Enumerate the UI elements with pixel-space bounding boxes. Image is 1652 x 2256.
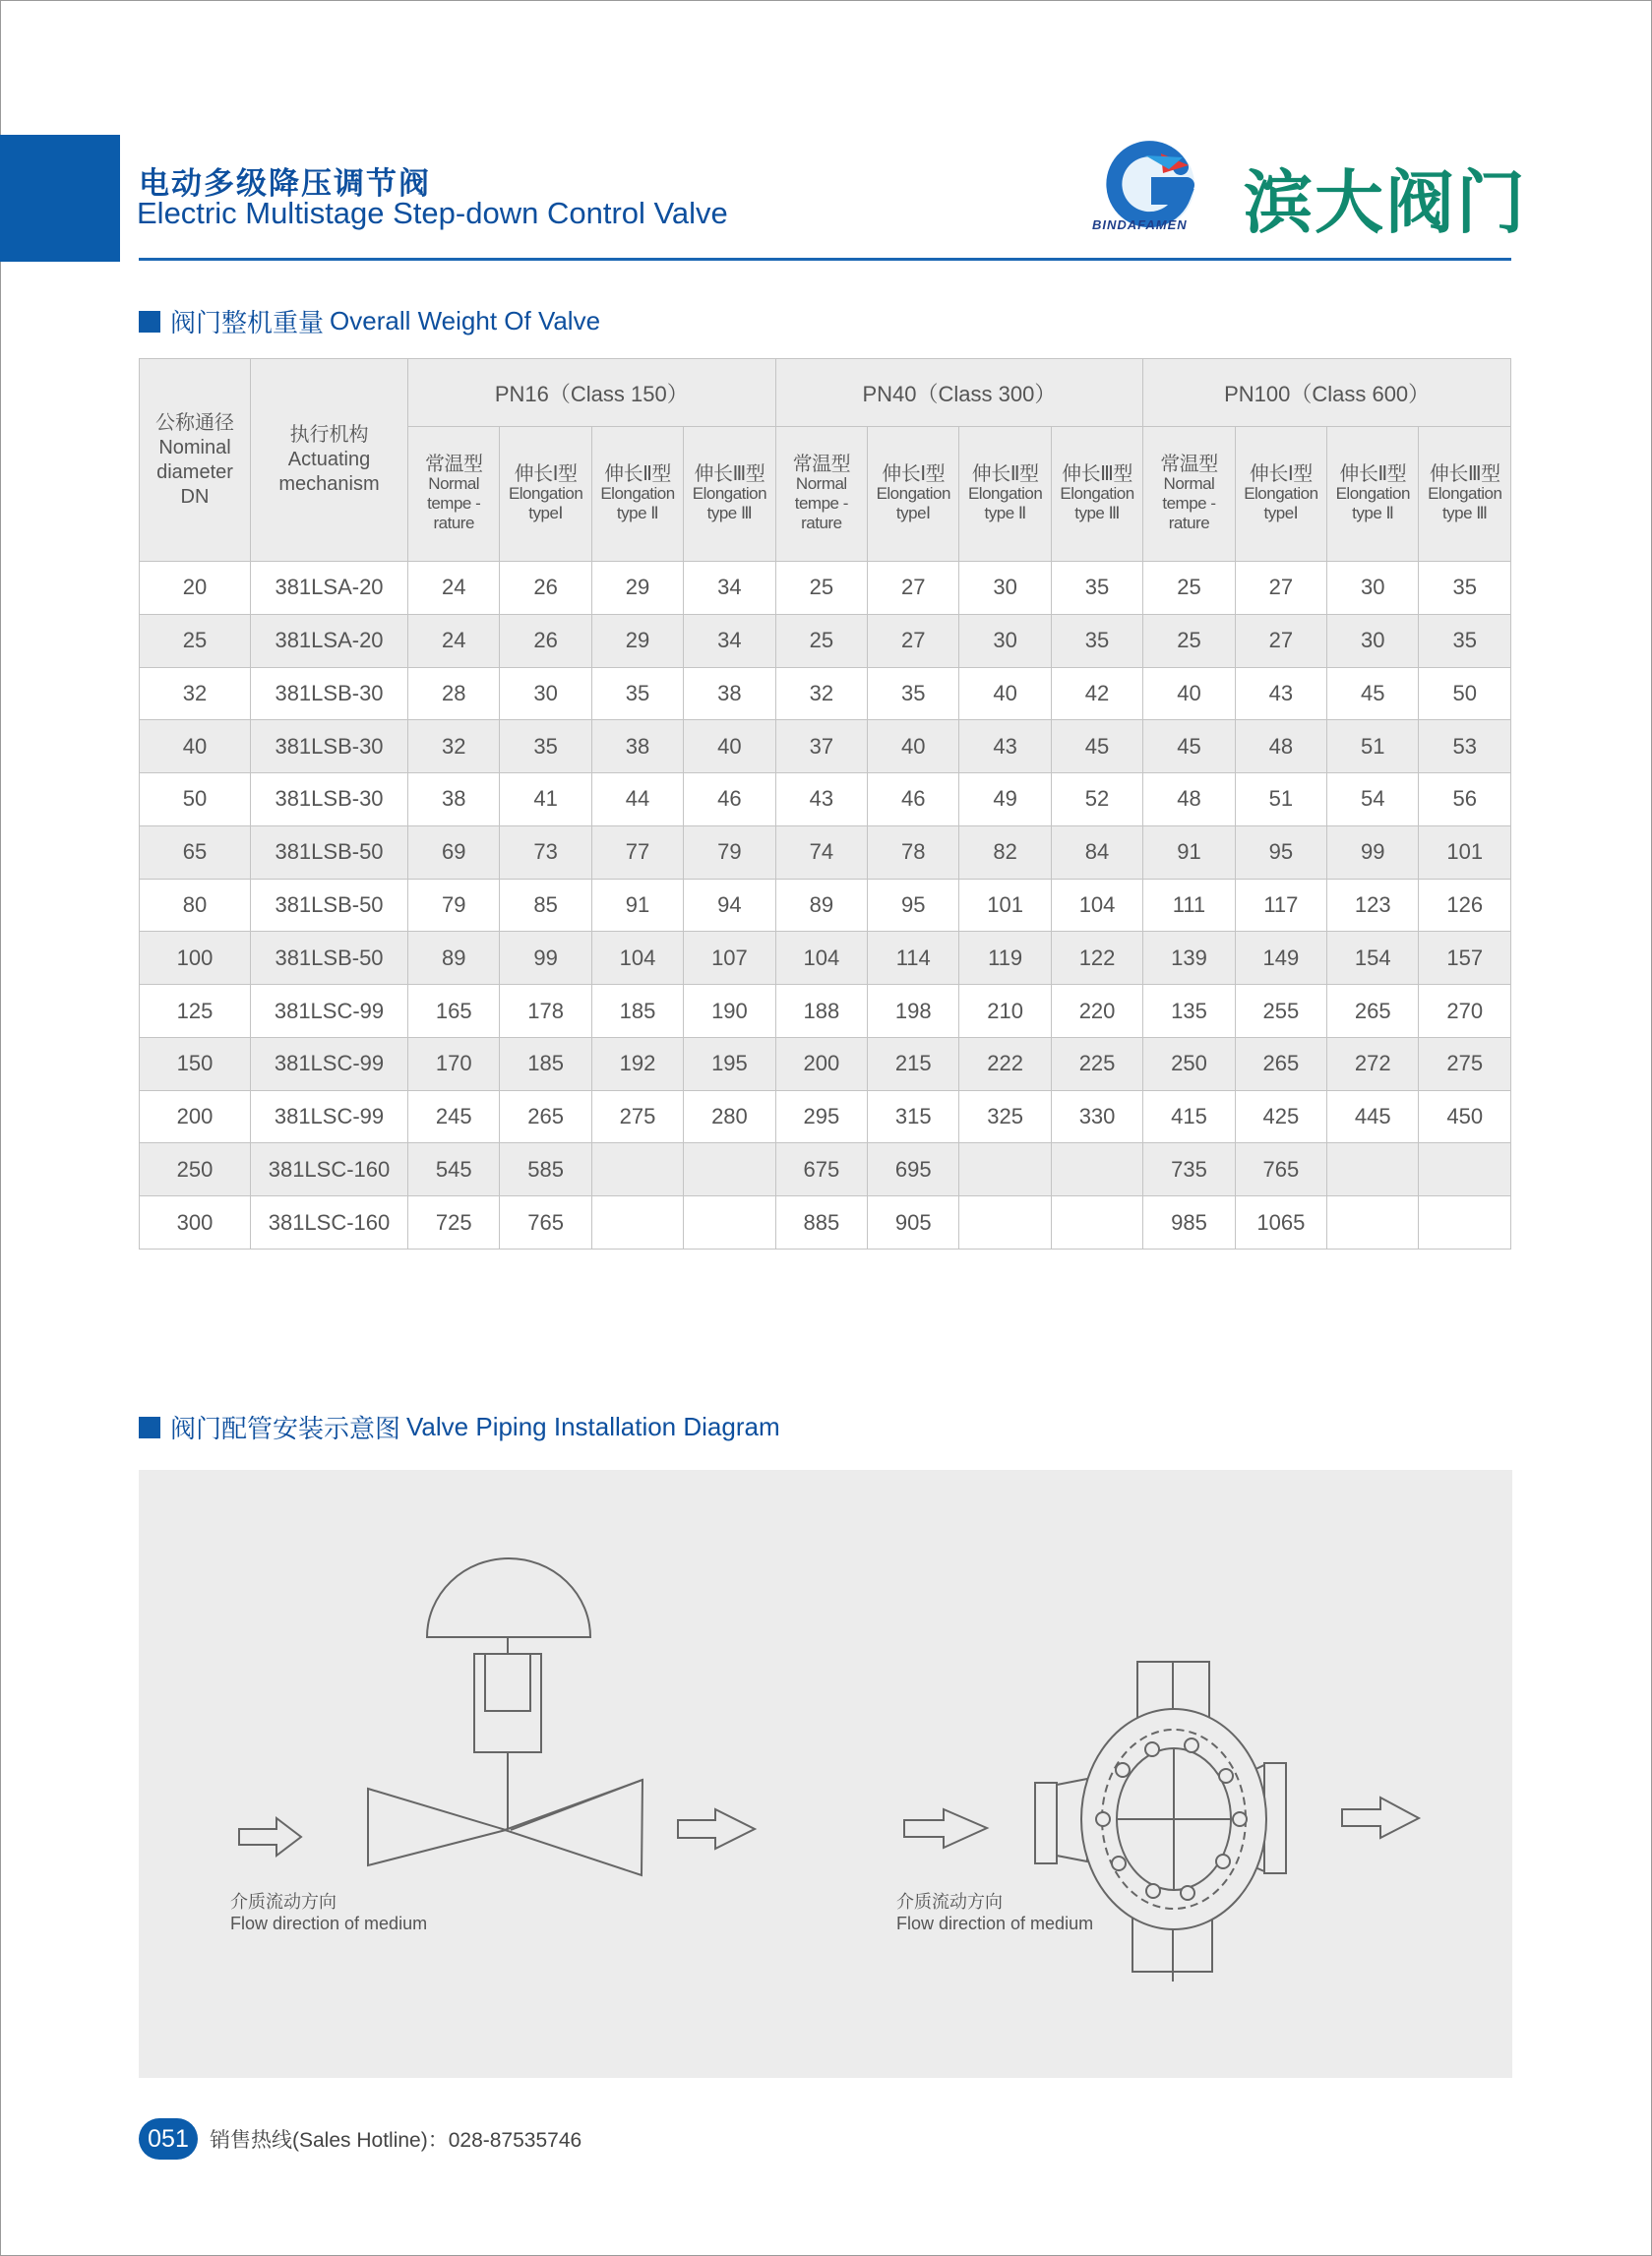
table-row (140, 932, 1511, 985)
weight-cell: 40 (868, 720, 959, 773)
weight-cell: 101 (1419, 825, 1511, 879)
weight-cell: 99 (500, 932, 591, 985)
table-row (140, 562, 1511, 615)
weight-cell: 30 (1327, 562, 1419, 615)
diagram-section-title-en: Valve Piping Installation Diagram (406, 1412, 780, 1441)
weight-cell: 91 (1143, 825, 1235, 879)
weight-cell: 425 (1235, 1090, 1326, 1143)
weight-cell: 42 (1051, 667, 1142, 720)
weight-cell: 46 (684, 773, 775, 826)
weight-cell: 38 (591, 720, 683, 773)
weight-cell: 89 (775, 879, 867, 932)
weight-cell: 40 (684, 720, 775, 773)
subheader-cn: 伸长Ⅱ型 (604, 463, 671, 485)
weight-cell: 30 (500, 667, 591, 720)
weight-cell: 139 (1143, 932, 1235, 985)
subheader-en: Elongation (876, 484, 950, 503)
weight-cell: 95 (868, 879, 959, 932)
page-number-badge: 051 (139, 2118, 198, 2160)
flow-arrow-icon (904, 1809, 987, 1848)
weight-cell: 45 (1327, 667, 1419, 720)
subheader-en: rature (1168, 514, 1210, 532)
weight-cell: 200 (775, 1037, 867, 1090)
brand-name: 滨大阀门 (1244, 164, 1527, 241)
weight-cell: 30 (1327, 614, 1419, 667)
subheader-en: Elongation (508, 484, 583, 503)
weight-cell: 25 (775, 562, 867, 615)
weight-cell: 35 (591, 667, 683, 720)
header-dn-en-3: DN (180, 485, 210, 508)
actuator-cell: 381LSC-160 (251, 1196, 408, 1250)
subheader-en: typeⅠ (528, 504, 563, 522)
weight-cell: 101 (959, 879, 1051, 932)
weight-cell: 765 (500, 1196, 591, 1250)
header-act-en-1: Actuating (287, 449, 371, 470)
subheader-en: type Ⅲ (1074, 504, 1120, 522)
page-title-cn: 电动多级降压调节阀 (139, 166, 431, 201)
subheader-en: Elongation (1244, 484, 1318, 503)
dn-cell: 40 (140, 720, 251, 773)
weight-cell: 38 (408, 773, 500, 826)
weight-cell: 99 (1327, 825, 1419, 879)
subheader-cell (684, 427, 775, 562)
header-side-bar (0, 135, 120, 262)
weight-cell: 74 (775, 825, 867, 879)
diagram-section-title-cn: 阀门配管安装示意图 (170, 1414, 401, 1443)
weight-cell: 79 (408, 879, 500, 932)
piping-diagram-drawing (139, 1470, 1512, 2078)
table-row (140, 720, 1511, 773)
weight-cell: 30 (959, 562, 1051, 615)
weight-cell: 178 (500, 985, 591, 1038)
weight-cell: 195 (684, 1037, 775, 1090)
weight-cell (591, 1143, 683, 1196)
dn-cell: 25 (140, 614, 251, 667)
weight-cell: 27 (1235, 562, 1326, 615)
weight-cell: 215 (868, 1037, 959, 1090)
weight-cell: 104 (1051, 879, 1142, 932)
weight-cell (1327, 1143, 1419, 1196)
weight-cell: 265 (500, 1090, 591, 1143)
subheader-cn: 伸长Ⅱ型 (1339, 463, 1407, 485)
weight-cell: 114 (868, 932, 959, 985)
weight-cell: 24 (408, 562, 500, 615)
weight-cell: 35 (1419, 614, 1511, 667)
actuator-cell: 381LSC-160 (251, 1143, 408, 1196)
weight-cell: 104 (591, 932, 683, 985)
weight-cell: 49 (959, 773, 1051, 826)
section-square-icon (139, 1417, 160, 1438)
flow-label-en: Flow direction of medium (896, 1914, 1094, 1933)
weight-cell (1051, 1143, 1142, 1196)
weight-cell: 985 (1143, 1196, 1235, 1250)
weight-cell: 725 (408, 1196, 500, 1250)
actuator-cell: 381LSB-30 (251, 773, 408, 826)
weight-cell: 222 (959, 1037, 1051, 1090)
weight-cell: 154 (1327, 932, 1419, 985)
subheader-cn: 常温型 (424, 454, 483, 475)
weight-cell: 280 (684, 1090, 775, 1143)
weight-cell (1419, 1143, 1511, 1196)
weight-cell: 415 (1143, 1090, 1235, 1143)
weight-cell (959, 1143, 1051, 1196)
dn-cell: 150 (140, 1037, 251, 1090)
page-title-en: Electric Multistage Step-down Control Valve (137, 196, 728, 230)
subheader-en: tempe - (1162, 494, 1216, 513)
flow-label-cn: 介质流动方向 (230, 1892, 337, 1912)
weight-cell: 275 (1419, 1037, 1511, 1090)
weight-cell: 885 (775, 1196, 867, 1250)
weight-cell: 185 (591, 985, 683, 1038)
header-actuating-mechanism (251, 359, 408, 562)
flow-label-cn: 介质流动方向 (896, 1892, 1003, 1912)
subheader-cn: 常温型 (792, 454, 851, 475)
weight-cell: 28 (408, 667, 500, 720)
subheader-en: Elongation (1335, 484, 1410, 503)
weight-cell: 34 (684, 614, 775, 667)
header-group-pn16: PN16（Class 150） (408, 359, 776, 427)
weight-cell: 545 (408, 1143, 500, 1196)
weight-cell: 585 (500, 1143, 591, 1196)
weight-cell: 41 (500, 773, 591, 826)
weight-cell: 25 (775, 614, 867, 667)
brand-logo-text: BINDAFAMEN (1092, 217, 1188, 232)
subheader-cn: 伸长Ⅲ型 (1062, 463, 1132, 485)
subheader-en: Elongation (600, 484, 675, 503)
weight-cell: 38 (684, 667, 775, 720)
weight-cell: 85 (500, 879, 591, 932)
dn-cell: 125 (140, 985, 251, 1038)
flow-direction-label-left (230, 1891, 427, 1934)
weight-cell: 32 (775, 667, 867, 720)
weight-cell: 77 (591, 825, 683, 879)
weight-cell: 220 (1051, 985, 1142, 1038)
actuator-cell: 381LSB-50 (251, 932, 408, 985)
subheader-en: typeⅠ (895, 504, 931, 522)
actuator-cell: 381LSB-30 (251, 720, 408, 773)
weight-cell: 111 (1143, 879, 1235, 932)
header-nominal-diameter (140, 359, 251, 562)
weight-cell: 1065 (1235, 1196, 1326, 1250)
weight-cell: 157 (1419, 932, 1511, 985)
flow-direction-label-right (896, 1891, 1093, 1934)
weight-cell: 198 (868, 985, 959, 1038)
weight-cell: 52 (1051, 773, 1142, 826)
subheader-cell (1419, 427, 1511, 562)
weight-cell: 170 (408, 1037, 500, 1090)
weight-cell: 32 (408, 720, 500, 773)
subheader-en: rature (433, 514, 474, 532)
actuator-cell: 381LSB-30 (251, 667, 408, 720)
subheader-en: Elongation (1060, 484, 1134, 503)
header-dn-cn: 公称通径 (155, 411, 234, 434)
header-dn-en-1: Nominal (158, 436, 231, 458)
subheader-en: Normal (1163, 474, 1215, 493)
subheader-en: type Ⅱ (984, 504, 1026, 522)
flow-arrow-icon (239, 1818, 301, 1856)
weight-cell: 123 (1327, 879, 1419, 932)
weight-cell: 27 (868, 614, 959, 667)
weight-cell: 48 (1235, 720, 1326, 773)
header-dn-en-2: diameter (156, 460, 233, 483)
subheader-cn: 伸长Ⅲ型 (694, 463, 765, 485)
weight-cell: 43 (775, 773, 867, 826)
sales-hotline: 销售热线(Sales Hotline)：028-87535746 (210, 2129, 582, 2152)
weight-cell: 84 (1051, 825, 1142, 879)
subheader-en: type Ⅲ (1441, 504, 1488, 522)
subheader-en: typeⅠ (1263, 504, 1299, 522)
actuator-cell: 381LSB-50 (251, 825, 408, 879)
weight-cell: 45 (1143, 720, 1235, 773)
weight-cell: 192 (591, 1037, 683, 1090)
section-square-icon (139, 311, 160, 333)
actuator-cell: 381LSC-99 (251, 1037, 408, 1090)
dn-cell: 65 (140, 825, 251, 879)
weight-cell: 35 (868, 667, 959, 720)
table-row (140, 1090, 1511, 1143)
weight-cell: 91 (591, 879, 683, 932)
subheader-en: tempe - (427, 494, 481, 513)
actuator-cell: 381LSA-20 (251, 562, 408, 615)
weight-cell: 135 (1143, 985, 1235, 1038)
dn-cell: 32 (140, 667, 251, 720)
weight-cell (684, 1196, 775, 1250)
weight-cell: 210 (959, 985, 1051, 1038)
weight-cell: 79 (684, 825, 775, 879)
header-act-en-2: mechanism (278, 473, 380, 495)
subheader-en: tempe - (794, 494, 848, 513)
weight-cell: 35 (1051, 562, 1142, 615)
weight-cell: 445 (1327, 1090, 1419, 1143)
weight-cell: 905 (868, 1196, 959, 1250)
weight-cell: 43 (1235, 667, 1326, 720)
flow-arrow-icon (1342, 1798, 1419, 1838)
flow-label-en: Flow direction of medium (230, 1914, 428, 1933)
weight-section-title (139, 303, 600, 339)
flow-arrow-icon (678, 1809, 755, 1849)
weight-cell: 94 (684, 879, 775, 932)
subheader-en: rature (801, 514, 842, 532)
weight-cell: 104 (775, 932, 867, 985)
weight-cell: 35 (500, 720, 591, 773)
weight-cell: 50 (1419, 667, 1511, 720)
subheader-cn: 伸长Ⅰ型 (514, 463, 578, 485)
subheader-cn: 伸长Ⅰ型 (882, 463, 946, 485)
header-group-pn40: PN40（Class 300） (775, 359, 1143, 427)
weight-cell: 117 (1235, 879, 1326, 932)
weight-cell: 270 (1419, 985, 1511, 1038)
subheader-cell (408, 427, 500, 562)
dn-cell: 100 (140, 932, 251, 985)
header-act-cn: 执行机构 (289, 424, 369, 446)
actuator-cell: 381LSB-50 (251, 879, 408, 932)
dn-cell: 20 (140, 562, 251, 615)
weight-cell: 126 (1419, 879, 1511, 932)
table-row (140, 985, 1511, 1038)
weight-cell (1327, 1196, 1419, 1250)
table-row (140, 1196, 1511, 1250)
weight-cell: 315 (868, 1090, 959, 1143)
weight-cell: 185 (500, 1037, 591, 1090)
weight-table (139, 358, 1511, 1250)
weight-cell: 29 (591, 562, 683, 615)
subheader-cell (500, 427, 591, 562)
header-group-pn100: PN100（Class 600） (1143, 359, 1511, 427)
weight-section-title-en: Overall Weight Of Valve (330, 306, 601, 335)
table-row (140, 614, 1511, 667)
weight-cell: 43 (959, 720, 1051, 773)
piping-diagram (139, 1470, 1512, 2078)
weight-cell: 165 (408, 985, 500, 1038)
weight-cell: 275 (591, 1090, 683, 1143)
weight-cell: 29 (591, 614, 683, 667)
brand-logo-icon (1102, 136, 1200, 230)
table-row (140, 1037, 1511, 1090)
weight-cell: 675 (775, 1143, 867, 1196)
dn-cell: 300 (140, 1196, 251, 1250)
weight-cell (1051, 1196, 1142, 1250)
weight-cell (959, 1196, 1051, 1250)
weight-cell: 325 (959, 1090, 1051, 1143)
subheader-cell (1235, 427, 1326, 562)
subheader-cell (1051, 427, 1142, 562)
weight-cell: 95 (1235, 825, 1326, 879)
weight-cell: 188 (775, 985, 867, 1038)
subheader-cell (868, 427, 959, 562)
weight-cell: 330 (1051, 1090, 1142, 1143)
weight-cell: 40 (959, 667, 1051, 720)
table-row (140, 879, 1511, 932)
weight-cell: 119 (959, 932, 1051, 985)
weight-cell: 73 (500, 825, 591, 879)
weight-cell: 82 (959, 825, 1051, 879)
weight-cell: 695 (868, 1143, 959, 1196)
weight-cell: 295 (775, 1090, 867, 1143)
subheader-en: type Ⅱ (616, 504, 659, 522)
actuator-cell: 381LSC-99 (251, 1090, 408, 1143)
table-row (140, 1143, 1511, 1196)
table-row (140, 667, 1511, 720)
subheader-cell (1143, 427, 1235, 562)
weight-cell: 56 (1419, 773, 1511, 826)
subheader-cell (591, 427, 683, 562)
weight-cell: 122 (1051, 932, 1142, 985)
weight-cell: 89 (408, 932, 500, 985)
header-divider (139, 258, 1511, 261)
weight-cell: 265 (1235, 1037, 1326, 1090)
weight-cell: 25 (1143, 614, 1235, 667)
weight-cell: 27 (1235, 614, 1326, 667)
weight-cell: 265 (1327, 985, 1419, 1038)
weight-cell: 25 (1143, 562, 1235, 615)
subheader-cn: 伸长Ⅲ型 (1429, 463, 1500, 485)
weight-cell: 24 (408, 614, 500, 667)
weight-cell: 255 (1235, 985, 1326, 1038)
dn-cell: 80 (140, 879, 251, 932)
weight-cell: 78 (868, 825, 959, 879)
weight-cell: 45 (1051, 720, 1142, 773)
subheader-en: Normal (795, 474, 847, 493)
weight-cell: 190 (684, 985, 775, 1038)
weight-cell: 765 (1235, 1143, 1326, 1196)
weight-cell: 35 (1051, 614, 1142, 667)
weight-cell (684, 1143, 775, 1196)
subheader-cn: 伸长Ⅱ型 (971, 463, 1039, 485)
subheader-en: Elongation (1428, 484, 1502, 503)
weight-cell (591, 1196, 683, 1250)
weight-cell: 735 (1143, 1143, 1235, 1196)
weight-cell: 30 (959, 614, 1051, 667)
weight-cell: 225 (1051, 1037, 1142, 1090)
subheader-cell (1327, 427, 1419, 562)
weight-cell: 37 (775, 720, 867, 773)
weight-cell: 26 (500, 562, 591, 615)
subheader-cell (959, 427, 1051, 562)
weight-cell: 250 (1143, 1037, 1235, 1090)
subheader-en: Elongation (967, 484, 1043, 503)
diagram-section-title (139, 1409, 780, 1445)
weight-cell: 450 (1419, 1090, 1511, 1143)
weight-cell: 46 (868, 773, 959, 826)
weight-cell: 245 (408, 1090, 500, 1143)
dn-cell: 200 (140, 1090, 251, 1143)
weight-cell: 35 (1419, 562, 1511, 615)
weight-cell: 26 (500, 614, 591, 667)
weight-section-title-cn: 阀门整机重量 (170, 308, 325, 337)
dn-cell: 250 (140, 1143, 251, 1196)
subheader-cn: 伸长Ⅰ型 (1249, 463, 1313, 485)
table-row (140, 825, 1511, 879)
actuator-cell: 381LSC-99 (251, 985, 408, 1038)
dn-cell: 50 (140, 773, 251, 826)
subheader-en: type Ⅱ (1352, 504, 1394, 522)
weight-cell: 48 (1143, 773, 1235, 826)
weight-cell: 54 (1327, 773, 1419, 826)
actuator-cell: 381LSA-20 (251, 614, 408, 667)
weight-cell: 51 (1235, 773, 1326, 826)
weight-cell (1419, 1196, 1511, 1250)
weight-cell: 34 (684, 562, 775, 615)
weight-cell: 53 (1419, 720, 1511, 773)
weight-cell: 272 (1327, 1037, 1419, 1090)
subheader-cn: 常温型 (1160, 454, 1218, 475)
weight-cell: 27 (868, 562, 959, 615)
subheader-cell (775, 427, 867, 562)
subheader-en: Elongation (692, 484, 767, 503)
weight-cell: 51 (1327, 720, 1419, 773)
weight-cell: 69 (408, 825, 500, 879)
table-row (140, 773, 1511, 826)
subheader-en: Normal (428, 474, 480, 493)
subheader-en: type Ⅲ (706, 504, 753, 522)
valve-side-view (368, 1558, 642, 1875)
page-footer (139, 2118, 581, 2160)
weight-cell: 107 (684, 932, 775, 985)
weight-cell: 44 (591, 773, 683, 826)
weight-cell: 40 (1143, 667, 1235, 720)
weight-cell: 149 (1235, 932, 1326, 985)
